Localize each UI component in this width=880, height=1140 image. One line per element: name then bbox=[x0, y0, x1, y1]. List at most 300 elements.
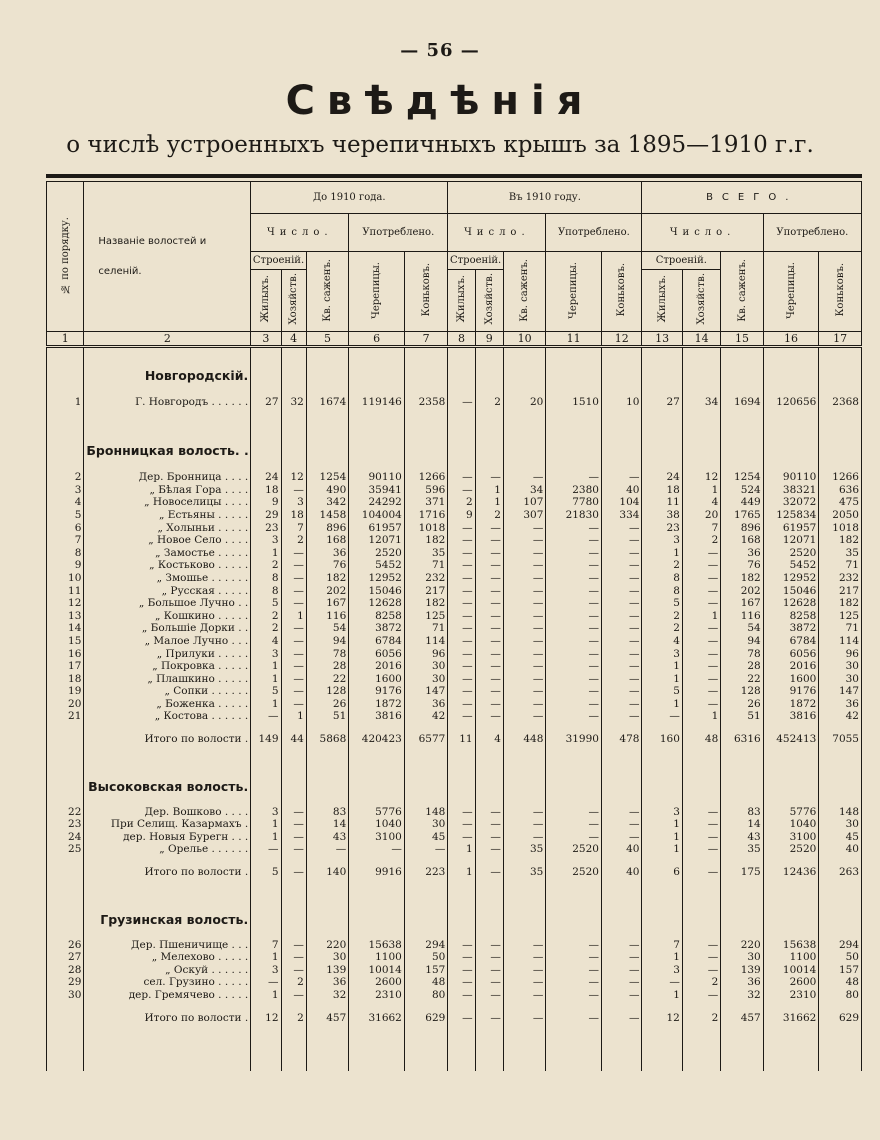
value-cell: — bbox=[546, 597, 602, 610]
value-cell: 157 bbox=[819, 964, 862, 977]
value-cell: 3 bbox=[281, 496, 306, 509]
value-cell: 36 bbox=[404, 698, 447, 711]
value-cell: — bbox=[281, 635, 306, 648]
value-cell: 29 bbox=[251, 509, 281, 522]
value-cell: — bbox=[682, 572, 720, 585]
value-cell: 1 bbox=[682, 710, 720, 723]
settlement-name: „ Кошкино . . . . . bbox=[84, 610, 251, 623]
value-cell: 1 bbox=[251, 989, 281, 1002]
value-cell: — bbox=[682, 559, 720, 572]
header-sq-sazhen: Кв. саженъ. bbox=[306, 252, 348, 332]
value-cell: 157 bbox=[404, 964, 447, 977]
value-cell: 168 bbox=[306, 534, 348, 547]
value-cell: — bbox=[475, 818, 503, 831]
value-cell: 10 bbox=[601, 396, 641, 409]
settlement-name: Дер. Пшеничище . . . bbox=[84, 939, 251, 952]
value-cell: 36 bbox=[819, 698, 862, 711]
table-row bbox=[47, 648, 862, 661]
value-cell: 15638 bbox=[763, 939, 819, 952]
value-cell: 1 bbox=[251, 673, 281, 686]
value-cell: 96 bbox=[819, 648, 862, 661]
value-cell: 4 bbox=[251, 635, 281, 648]
value-cell: 202 bbox=[306, 585, 348, 598]
value-cell: 149 bbox=[251, 733, 281, 746]
value-cell: 168 bbox=[721, 534, 763, 547]
value-cell: — bbox=[682, 648, 720, 661]
settlement-name: „ Бѣлая Гора . . . . bbox=[84, 484, 251, 497]
value-cell: 42 bbox=[819, 710, 862, 723]
value-cell: 9916 bbox=[349, 866, 405, 879]
value-cell: 11 bbox=[448, 733, 475, 746]
row-number: 14 bbox=[47, 622, 84, 635]
value-cell: — bbox=[601, 635, 641, 648]
value-cell: — bbox=[546, 673, 602, 686]
value-cell: 12436 bbox=[763, 866, 819, 879]
value-cell: 43 bbox=[721, 831, 763, 844]
row-number: 15 bbox=[47, 635, 84, 648]
value-cell: 7055 bbox=[819, 733, 862, 746]
value-cell: 420423 bbox=[349, 733, 405, 746]
value-cell: — bbox=[503, 547, 545, 560]
value-cell: 4 bbox=[642, 635, 682, 648]
settlement-name: „ Малое Лучно . . . bbox=[84, 635, 251, 648]
value-cell: 3100 bbox=[349, 831, 405, 844]
value-cell: — bbox=[503, 597, 545, 610]
section-header-row bbox=[47, 780, 862, 796]
header-group-total: ВСЕГО. bbox=[642, 182, 862, 214]
value-cell: 120656 bbox=[763, 396, 819, 409]
value-cell: — bbox=[601, 673, 641, 686]
value-cell: — bbox=[503, 818, 545, 831]
value-cell: 14 bbox=[721, 818, 763, 831]
row-number: 21 bbox=[47, 710, 84, 723]
value-cell: — bbox=[682, 989, 720, 1002]
value-cell: — bbox=[682, 831, 720, 844]
value-cell: 1 bbox=[642, 547, 682, 560]
value-cell: 294 bbox=[819, 939, 862, 952]
table-row bbox=[47, 509, 862, 522]
value-cell: — bbox=[448, 396, 475, 409]
value-cell: 2016 bbox=[349, 660, 405, 673]
row-number: 24 bbox=[47, 831, 84, 844]
value-cell: 36 bbox=[306, 976, 348, 989]
value-cell: 596 bbox=[404, 484, 447, 497]
value-cell: — bbox=[503, 635, 545, 648]
value-cell: 6056 bbox=[349, 648, 405, 661]
row-number: 19 bbox=[47, 685, 84, 698]
value-cell: — bbox=[448, 484, 475, 497]
value-cell: — bbox=[448, 635, 475, 648]
value-cell: 38321 bbox=[763, 484, 819, 497]
row-number: 5 bbox=[47, 509, 84, 522]
value-cell: 1 bbox=[642, 951, 682, 964]
total-label: Итого по волости . bbox=[84, 1012, 251, 1025]
header-residential: Жилыхъ. bbox=[642, 270, 682, 332]
value-cell: 71 bbox=[819, 622, 862, 635]
value-cell: 35 bbox=[503, 843, 545, 856]
value-cell: 35 bbox=[503, 866, 545, 879]
column-number: 8 bbox=[448, 332, 475, 347]
value-cell: 3816 bbox=[763, 710, 819, 723]
value-cell: — bbox=[642, 976, 682, 989]
settlement-name: „ Покровка . . . . . bbox=[84, 660, 251, 673]
value-cell: 1510 bbox=[546, 396, 602, 409]
value-cell: 1254 bbox=[721, 471, 763, 484]
total-label: Итого по волости . bbox=[84, 866, 251, 879]
value-cell: — bbox=[601, 685, 641, 698]
row-number: 2 bbox=[47, 471, 84, 484]
value-cell: — bbox=[601, 597, 641, 610]
value-cell: — bbox=[503, 622, 545, 635]
section-title: Высоковская волость. bbox=[84, 780, 251, 796]
table-row bbox=[47, 964, 862, 977]
value-cell: 14 bbox=[306, 818, 348, 831]
row-number: 29 bbox=[47, 976, 84, 989]
value-cell: — bbox=[601, 559, 641, 572]
value-cell: — bbox=[475, 843, 503, 856]
value-cell: — bbox=[601, 547, 641, 560]
settlement-name: „ Сопки . . . . . . bbox=[84, 685, 251, 698]
value-cell: 3872 bbox=[349, 622, 405, 635]
value-cell: — bbox=[448, 964, 475, 977]
value-cell: 6056 bbox=[763, 648, 819, 661]
value-cell: 9 bbox=[251, 496, 281, 509]
value-cell: 10014 bbox=[763, 964, 819, 977]
value-cell: 896 bbox=[721, 522, 763, 535]
row-number: 8 bbox=[47, 547, 84, 560]
value-cell: — bbox=[475, 989, 503, 1002]
value-cell: — bbox=[475, 471, 503, 484]
value-cell: 1 bbox=[251, 818, 281, 831]
value-cell: — bbox=[475, 939, 503, 952]
settlement-name: „ Прилуки . . . . . bbox=[84, 648, 251, 661]
value-cell: 8258 bbox=[763, 610, 819, 623]
value-cell: — bbox=[682, 964, 720, 977]
table-row bbox=[47, 660, 862, 673]
value-cell: 45 bbox=[819, 831, 862, 844]
value-cell: 32072 bbox=[763, 496, 819, 509]
value-cell: 1 bbox=[642, 843, 682, 856]
value-cell: 1266 bbox=[819, 471, 862, 484]
column-number: 4 bbox=[281, 332, 306, 347]
value-cell: 1100 bbox=[349, 951, 405, 964]
value-cell: 182 bbox=[721, 572, 763, 585]
value-cell: 1 bbox=[642, 673, 682, 686]
value-cell: 3872 bbox=[763, 622, 819, 635]
value-cell: — bbox=[281, 547, 306, 560]
table-row bbox=[47, 951, 862, 964]
value-cell: 3 bbox=[251, 806, 281, 819]
value-cell: 2 bbox=[682, 976, 720, 989]
value-cell: 2358 bbox=[404, 396, 447, 409]
settlement-name: „ Большіе Дорки . . bbox=[84, 622, 251, 635]
value-cell: 263 bbox=[819, 866, 862, 879]
column-number: 3 bbox=[251, 332, 281, 347]
value-cell: — bbox=[601, 610, 641, 623]
value-cell: — bbox=[281, 951, 306, 964]
value-cell: 182 bbox=[404, 597, 447, 610]
value-cell: — bbox=[448, 673, 475, 686]
table-row bbox=[47, 976, 862, 989]
value-cell: — bbox=[601, 660, 641, 673]
value-cell: 42 bbox=[404, 710, 447, 723]
value-cell: — bbox=[475, 831, 503, 844]
header-buildings: Строеній. bbox=[251, 252, 307, 270]
value-cell: 12 bbox=[682, 471, 720, 484]
table-row bbox=[47, 534, 862, 547]
value-cell: — bbox=[281, 939, 306, 952]
value-cell: 1600 bbox=[349, 673, 405, 686]
value-cell: — bbox=[475, 976, 503, 989]
value-cell: 7 bbox=[642, 939, 682, 952]
row-number: 16 bbox=[47, 648, 84, 661]
value-cell: 5868 bbox=[306, 733, 348, 746]
value-cell: 2520 bbox=[349, 547, 405, 560]
value-cell: — bbox=[448, 660, 475, 673]
value-cell: 30 bbox=[721, 951, 763, 964]
value-cell: 6316 bbox=[721, 733, 763, 746]
row-number: 13 bbox=[47, 610, 84, 623]
header-count: Число. bbox=[251, 214, 349, 252]
value-cell: 31990 bbox=[546, 733, 602, 746]
value-cell: 48 bbox=[819, 976, 862, 989]
value-cell: — bbox=[601, 534, 641, 547]
value-cell: — bbox=[281, 660, 306, 673]
spacer-row bbox=[47, 856, 862, 866]
value-cell: 636 bbox=[819, 484, 862, 497]
value-cell: 2050 bbox=[819, 509, 862, 522]
row-number: 25 bbox=[47, 843, 84, 856]
value-cell: — bbox=[503, 572, 545, 585]
row-number: 1 bbox=[47, 396, 84, 409]
value-cell: 2 bbox=[682, 534, 720, 547]
value-cell: — bbox=[503, 648, 545, 661]
value-cell: 1872 bbox=[349, 698, 405, 711]
value-cell: 2 bbox=[251, 622, 281, 635]
settlement-name: Дер. Бронница . . . . bbox=[84, 471, 251, 484]
value-cell: 182 bbox=[306, 572, 348, 585]
section-header-row bbox=[47, 443, 862, 459]
value-cell: 175 bbox=[721, 866, 763, 879]
row-number: 22 bbox=[47, 806, 84, 819]
spacer-row bbox=[47, 796, 862, 806]
value-cell: 90110 bbox=[763, 471, 819, 484]
value-cell: — bbox=[546, 976, 602, 989]
value-cell: 12 bbox=[281, 471, 306, 484]
row-number: 11 bbox=[47, 585, 84, 598]
value-cell: 26 bbox=[721, 698, 763, 711]
value-cell: 478 bbox=[601, 733, 641, 746]
value-cell: 2 bbox=[281, 534, 306, 547]
value-cell: 140 bbox=[306, 866, 348, 879]
value-cell: — bbox=[448, 951, 475, 964]
header-used: Употреблено. bbox=[546, 214, 642, 252]
value-cell: 90110 bbox=[349, 471, 405, 484]
value-cell: 36 bbox=[306, 547, 348, 560]
value-cell: — bbox=[281, 585, 306, 598]
page-number: — 56 — bbox=[400, 40, 480, 61]
value-cell: 457 bbox=[721, 1012, 763, 1025]
value-cell: 125834 bbox=[763, 509, 819, 522]
total-row bbox=[47, 866, 862, 879]
header-buildings: Строеній. bbox=[642, 252, 721, 270]
value-cell: 3 bbox=[642, 806, 682, 819]
header-tiles: Черепицы. bbox=[546, 252, 602, 332]
value-cell: 449 bbox=[721, 496, 763, 509]
table-row bbox=[47, 698, 862, 711]
row-number bbox=[47, 733, 84, 746]
column-number: 11 bbox=[546, 332, 602, 347]
value-cell: — bbox=[281, 559, 306, 572]
value-cell: 20 bbox=[503, 396, 545, 409]
statistics-table bbox=[46, 181, 862, 1071]
value-cell: 1674 bbox=[306, 396, 348, 409]
value-cell: 8 bbox=[642, 585, 682, 598]
value-cell: 1 bbox=[251, 698, 281, 711]
value-cell: — bbox=[281, 572, 306, 585]
value-cell: 8 bbox=[251, 572, 281, 585]
value-cell: — bbox=[251, 710, 281, 723]
value-cell: 128 bbox=[721, 685, 763, 698]
value-cell: — bbox=[601, 698, 641, 711]
settlement-name: дер. Новыя Бурегн . . . bbox=[84, 831, 251, 844]
value-cell: 12628 bbox=[763, 597, 819, 610]
header-household: Хозяйств. bbox=[682, 270, 720, 332]
row-number: 7 bbox=[47, 534, 84, 547]
value-cell: — bbox=[682, 951, 720, 964]
value-cell: 202 bbox=[721, 585, 763, 598]
value-cell: 5 bbox=[251, 685, 281, 698]
value-cell: 40 bbox=[601, 866, 641, 879]
value-cell: — bbox=[546, 660, 602, 673]
value-cell: 15046 bbox=[349, 585, 405, 598]
value-cell: — bbox=[448, 648, 475, 661]
value-cell: 8 bbox=[251, 585, 281, 598]
value-cell: 457 bbox=[306, 1012, 348, 1025]
value-cell: — bbox=[448, 685, 475, 698]
value-cell: — bbox=[475, 648, 503, 661]
header-residential: Жилыхъ. bbox=[448, 270, 475, 332]
value-cell: 32 bbox=[721, 989, 763, 1002]
table-row bbox=[47, 622, 862, 635]
value-cell: 76 bbox=[306, 559, 348, 572]
settlement-name: „ Змошье . . . . . . bbox=[84, 572, 251, 585]
value-cell: 9176 bbox=[763, 685, 819, 698]
row-number: 4 bbox=[47, 496, 84, 509]
value-cell: — bbox=[682, 818, 720, 831]
value-cell: — bbox=[475, 660, 503, 673]
value-cell: 76 bbox=[721, 559, 763, 572]
value-cell: — bbox=[503, 951, 545, 964]
value-cell: 1040 bbox=[349, 818, 405, 831]
header-used: Употреблено. bbox=[349, 214, 448, 252]
value-cell: — bbox=[448, 572, 475, 585]
value-cell: 1254 bbox=[306, 471, 348, 484]
value-cell: 490 bbox=[306, 484, 348, 497]
value-cell: 3 bbox=[642, 648, 682, 661]
value-cell: 139 bbox=[721, 964, 763, 977]
value-cell: — bbox=[475, 698, 503, 711]
table-row bbox=[47, 396, 862, 409]
value-cell: — bbox=[448, 818, 475, 831]
column-number: 12 bbox=[601, 332, 641, 347]
value-cell: 1872 bbox=[763, 698, 819, 711]
value-cell: — bbox=[601, 522, 641, 535]
settlement-name: „ Замостье . . . . . bbox=[84, 547, 251, 560]
table-row bbox=[47, 484, 862, 497]
value-cell: 12 bbox=[642, 1012, 682, 1025]
value-cell: 182 bbox=[819, 597, 862, 610]
value-cell: 148 bbox=[819, 806, 862, 819]
value-cell: — bbox=[281, 484, 306, 497]
value-cell: — bbox=[448, 806, 475, 819]
document-title: Свѣдѣнія bbox=[285, 78, 595, 124]
value-cell: — bbox=[601, 622, 641, 635]
value-cell: — bbox=[281, 989, 306, 1002]
value-cell: — bbox=[682, 585, 720, 598]
value-cell: 71 bbox=[819, 559, 862, 572]
value-cell: — bbox=[601, 806, 641, 819]
value-cell: — bbox=[503, 610, 545, 623]
value-cell: 2380 bbox=[546, 484, 602, 497]
value-cell: 96 bbox=[404, 648, 447, 661]
value-cell: 125 bbox=[404, 610, 447, 623]
value-cell: 15638 bbox=[349, 939, 405, 952]
value-cell: — bbox=[682, 685, 720, 698]
value-cell: 7 bbox=[281, 522, 306, 535]
value-cell: — bbox=[682, 806, 720, 819]
row-number: 18 bbox=[47, 673, 84, 686]
row-number bbox=[47, 1012, 84, 1025]
value-cell: — bbox=[546, 522, 602, 535]
value-cell: 167 bbox=[721, 597, 763, 610]
value-cell: 1266 bbox=[404, 471, 447, 484]
table-row bbox=[47, 843, 862, 856]
value-cell: — bbox=[281, 673, 306, 686]
row-number: 28 bbox=[47, 964, 84, 977]
value-cell: — bbox=[281, 866, 306, 879]
value-cell: 11 bbox=[642, 496, 682, 509]
value-cell: 34 bbox=[682, 396, 720, 409]
value-cell: 119146 bbox=[349, 396, 405, 409]
value-cell: 35 bbox=[819, 547, 862, 560]
value-cell: 7 bbox=[251, 939, 281, 952]
settlement-name: „ Мелехово . . . . . bbox=[84, 951, 251, 964]
value-cell: 5 bbox=[251, 866, 281, 879]
header-household: Хозяйств. bbox=[475, 270, 503, 332]
value-cell: — bbox=[642, 710, 682, 723]
value-cell: 307 bbox=[503, 509, 545, 522]
value-cell: — bbox=[475, 806, 503, 819]
value-cell: — bbox=[503, 710, 545, 723]
value-cell: 1 bbox=[448, 866, 475, 879]
table-row bbox=[47, 939, 862, 952]
value-cell: 12071 bbox=[349, 534, 405, 547]
value-cell: 3 bbox=[642, 534, 682, 547]
column-number: 16 bbox=[763, 332, 819, 347]
value-cell: 475 bbox=[819, 496, 862, 509]
value-cell: 94 bbox=[306, 635, 348, 648]
value-cell: 2520 bbox=[546, 843, 602, 856]
value-cell: 21830 bbox=[546, 509, 602, 522]
section-header-row bbox=[47, 913, 862, 929]
value-cell: 1 bbox=[682, 484, 720, 497]
value-cell: 220 bbox=[721, 939, 763, 952]
value-cell: 4 bbox=[475, 733, 503, 746]
value-cell: — bbox=[281, 843, 306, 856]
settlement-name: Г. Новгородъ . . . . . . bbox=[84, 396, 251, 409]
header-sq-sazhen: Кв. саженъ. bbox=[721, 252, 763, 332]
